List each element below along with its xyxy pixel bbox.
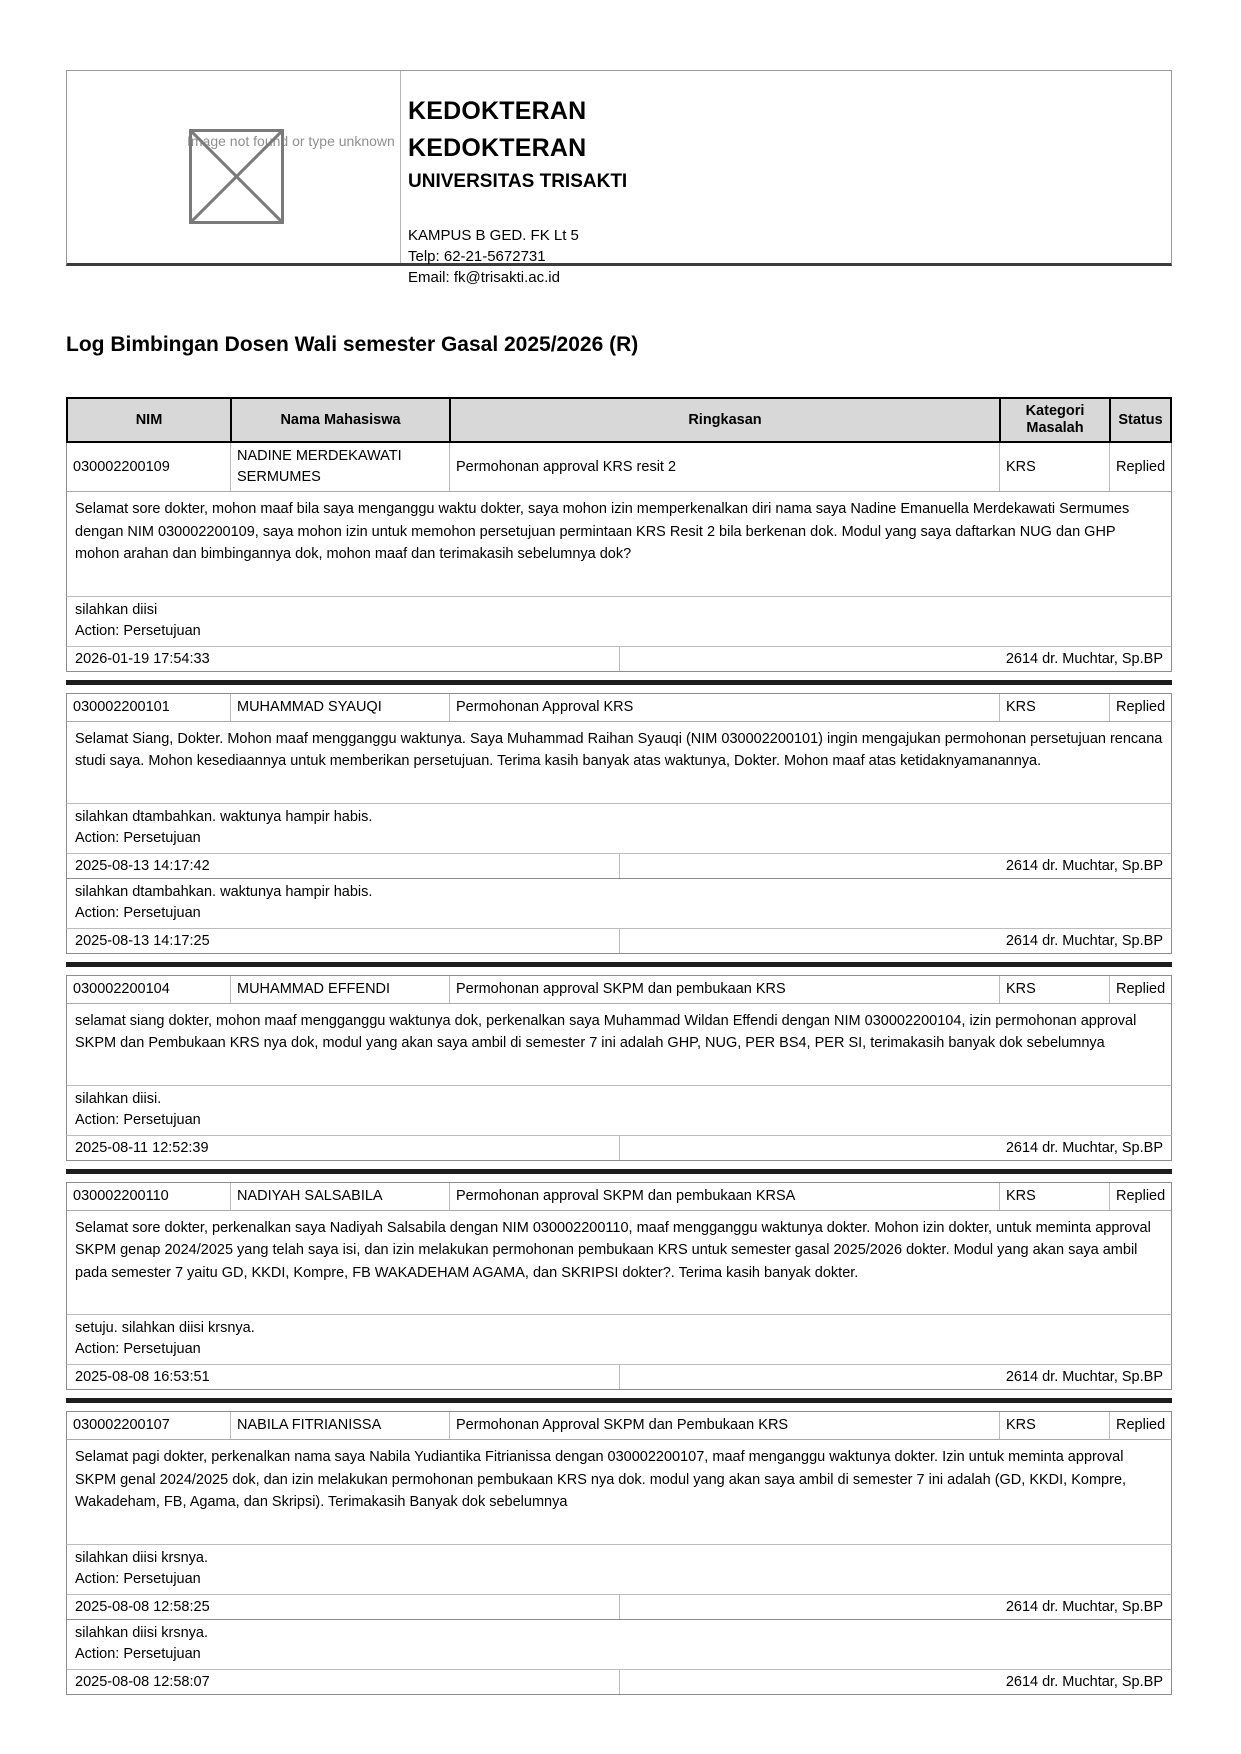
- record-student-name: NADINE MERDEKAWATI SERMUMES: [231, 443, 450, 491]
- reply-datetime: 2025-08-13 14:17:25: [67, 929, 620, 953]
- record-summary: Permohonan approval SKPM dan pembukaan KRSA: [450, 1183, 1000, 1210]
- record-student-name: MUHAMMAD EFFENDI: [231, 976, 450, 1003]
- record-nim: 030002200104: [67, 976, 231, 1003]
- column-header-status: Status: [1118, 411, 1163, 428]
- table-header-row: [66, 397, 1172, 443]
- reply-timestamp-row: [66, 647, 1172, 672]
- record-separator: [66, 1169, 1172, 1174]
- reply-timestamp-row: [66, 929, 1172, 954]
- record: [66, 975, 1172, 1161]
- reply-datetime: 2025-08-08 12:58:25: [67, 1595, 620, 1619]
- record-category: KRS: [1000, 1412, 1110, 1439]
- reply-author: 2614 dr. Muchtar, Sp.BP: [1005, 932, 1163, 949]
- reply-author: 2614 dr. Muchtar, Sp.BP: [1005, 650, 1163, 667]
- x-mark-icon: [192, 132, 281, 221]
- column-header-nim: NIM: [68, 399, 232, 441]
- reply-action: Action: Persetujuan: [75, 829, 201, 846]
- logo-cell: [67, 71, 401, 263]
- reply-text: silahkan diisi krsnya.: [75, 1549, 208, 1566]
- reply-datetime: 2026-01-19 17:54:33: [67, 647, 620, 671]
- reply-text: silahkan dtambahkan. waktunya hampir habis.: [75, 808, 373, 825]
- reply-text: silahkan diisi krsnya.: [75, 1624, 208, 1641]
- record-message: Selamat Siang, Dokter. Mohon maaf mengganggu waktunya. Saya Muhammad Raihan Syauqi (NIM 030002200101) ingin mengajukan permohonan persetujuan rencana studi saya. Mohon kesediaannya untuk memberikan persetujuan. Terima kasih banyak atas waktunya, Dokter. Mohon maaf atas ketidaknyamanannya.: [66, 722, 1172, 804]
- broken-image-icon: [189, 129, 284, 224]
- email-line: Email: fk@trisakti.ac.id: [408, 269, 560, 286]
- reply-datetime: 2025-08-11 12:52:39: [67, 1136, 620, 1160]
- letterhead-text: [401, 71, 1171, 286]
- record-separator: [66, 680, 1172, 685]
- record-status: Replied: [1116, 698, 1166, 715]
- record-summary: Permohonan Approval SKPM dan Pembukaan KRS: [450, 1412, 1000, 1439]
- reply-datetime: 2025-08-08 16:53:51: [67, 1365, 620, 1389]
- record: [66, 1182, 1172, 1391]
- record-separator: [66, 962, 1172, 967]
- campus-address: KAMPUS B GED. FK Lt 5: [408, 227, 579, 244]
- contact-block: [408, 225, 1171, 288]
- letterhead: [66, 70, 1172, 286]
- record-status: Replied: [1116, 1417, 1166, 1433]
- reply-author: 2614 dr. Muchtar, Sp.BP: [1005, 1139, 1163, 1156]
- university-name: UNIVERSITAS TRISAKTI: [408, 171, 628, 192]
- reply-note: [66, 1086, 1172, 1136]
- reply-author: 2614 dr. Muchtar, Sp.BP: [1005, 1598, 1163, 1615]
- reply-note: [66, 1545, 1172, 1595]
- reply-timestamp-row: [66, 1595, 1172, 1620]
- column-header-ringkasan: Ringkasan: [451, 399, 1001, 441]
- faculty-name-line1: KEDOKTERAN: [408, 97, 587, 125]
- record-nim: 030002200110: [67, 1183, 231, 1210]
- record-summary: Permohonan approval SKPM dan pembukaan KRS: [450, 976, 1000, 1003]
- reply-timestamp-row: [66, 1136, 1172, 1161]
- reply-timestamp-row: [66, 854, 1172, 879]
- record-status: Replied: [1116, 980, 1166, 997]
- record-summary-row: [66, 1182, 1172, 1211]
- reply-action: Action: Persetujuan: [75, 1645, 201, 1662]
- reply-author: 2614 dr. Muchtar, Sp.BP: [1005, 1369, 1163, 1385]
- reply-note: [66, 1620, 1172, 1670]
- record-message: selamat siang dokter, mohon maaf mengganggu waktunya dok, perkenalkan saya Muhammad Wildan Effendi dengan NIM 030002200104, izin permohonan approval SKPM dan Pembukaan KRS nya dok, modul yang akan saya ambil di semester 7 ini adalah GHP, NUG, PER BS4, PER SI, terimakasih banyak dok sebelumnya: [66, 1004, 1172, 1086]
- record-message: Selamat pagi dokter, perkenalkan nama saya Nabila Yudiantika Fitrianissa dengan 030002200107, maaf menganggu waktunya dokter. Izin untuk meminta approval SKPM genal 2024/2025 dok, dan izin melakukan permohonan pembukaan KRS nya dok. modul yang akan saya ambil di semester 7 ini adalah (GD, KKDI, Kompre, Wakadeham, FB, Agama, dan Skripsi). Terimakasih Banyak dok sebelumnya: [66, 1440, 1172, 1545]
- reply-text: silahkan dtambahkan. waktunya hampir habis.: [75, 883, 373, 900]
- reply-action: Action: Persetujuan: [75, 1341, 201, 1357]
- record-status: Replied: [1116, 1187, 1166, 1204]
- reply-author: 2614 dr. Muchtar, Sp.BP: [1005, 1673, 1163, 1690]
- record-student-name: NADIYAH SALSABILA: [231, 1183, 450, 1210]
- reply-timestamp-row: [66, 1670, 1172, 1695]
- column-header-kategori-masalah: Kategori Masalah: [1001, 399, 1111, 441]
- report-page: [66, 0, 1172, 1695]
- reply-author: 2614 dr. Muchtar, Sp.BP: [1005, 857, 1163, 874]
- reply-note: [66, 804, 1172, 854]
- reply-datetime: 2025-08-08 12:58:07: [67, 1670, 620, 1694]
- record-student-name: MUHAMMAD SYAUQI: [231, 694, 450, 721]
- reply-note: [66, 879, 1172, 929]
- record-status: Replied: [1116, 458, 1166, 475]
- record-category: KRS: [1000, 976, 1110, 1003]
- reply-text: silahkan diisi.: [75, 1090, 162, 1107]
- reply-action: Action: Persetujuan: [75, 1570, 201, 1587]
- page-title: Log Bimbingan Dosen Wali semester Gasal 2025/2026 (R): [66, 333, 639, 356]
- record-nim: 030002200109: [67, 443, 231, 491]
- reply-note: [66, 1315, 1172, 1365]
- record: [66, 1411, 1172, 1695]
- reply-text: silahkan diisi: [75, 601, 158, 618]
- log-table: [66, 397, 1172, 1695]
- record-summary-row: [66, 693, 1172, 722]
- record-summary: Permohonan approval KRS resit 2: [450, 443, 1000, 491]
- faculty-name-line2: KEDOKTERAN: [408, 134, 587, 162]
- record-separator: [66, 1398, 1172, 1403]
- reply-action: Action: Persetujuan: [75, 622, 201, 639]
- reply-text: setuju. silahkan diisi krsnya.: [75, 1320, 255, 1336]
- record-summary: Permohonan Approval KRS: [450, 694, 1000, 721]
- record-category: KRS: [1000, 694, 1110, 721]
- record-category: KRS: [1000, 1183, 1110, 1210]
- reply-timestamp-row: [66, 1365, 1172, 1390]
- phone-line: Telp: 62-21-5672731: [408, 248, 546, 265]
- record-message: Selamat sore dokter, perkenalkan saya Nadiyah Salsabila dengan NIM 030002200110, maaf mengganggu waktunya dokter. Mohon izin dokter, untuk meminta approval SKPM genap 2024/2025 yang telah saya isi, dan izin melakukan permohonan pembukaan KRS untuk semester gasal 2025/2026 dokter. Modul yang akan saya ambil pada semester 7 yaitu GD, KKDI, Kompre, FB WAKADEHAM AGAMA, dan SKRIPSI dokter?. Terima kasih banyak dokter.: [66, 1211, 1172, 1316]
- record-nim: 030002200107: [67, 1412, 231, 1439]
- record-summary-row: [66, 443, 1172, 492]
- record: [66, 443, 1172, 672]
- record-summary-row: [66, 975, 1172, 1004]
- record-message: Selamat sore dokter, mohon maaf bila saya menganggu waktu dokter, saya mohon izin memperkenalkan diri nama saya Nadine Emanuella Merdekawati Sermumes dengan NIM 030002200109, saya mohon izin untuk memohon persetujuan permintaan KRS Resit 2 bila berkenan dok. Modul yang saya daftarkan NUG dan GHP mohon arahan dan bimbingannya dok, mohon maaf dan terimakasih sebelumnya dok?: [66, 492, 1172, 597]
- record-nim: 030002200101: [67, 694, 231, 721]
- record: [66, 693, 1172, 954]
- column-header-nama: Nama Mahasiswa: [232, 399, 451, 441]
- reply-note: [66, 597, 1172, 647]
- reply-action: Action: Persetujuan: [75, 1111, 201, 1128]
- reply-action: Action: Persetujuan: [75, 904, 201, 921]
- record-student-name: NABILA FITRIANISSA: [231, 1412, 450, 1439]
- record-summary-row: [66, 1411, 1172, 1440]
- record-category: KRS: [1000, 443, 1110, 491]
- reply-datetime: 2025-08-13 14:17:42: [67, 854, 620, 878]
- broken-image-text: Image not found or type unknown: [187, 133, 395, 149]
